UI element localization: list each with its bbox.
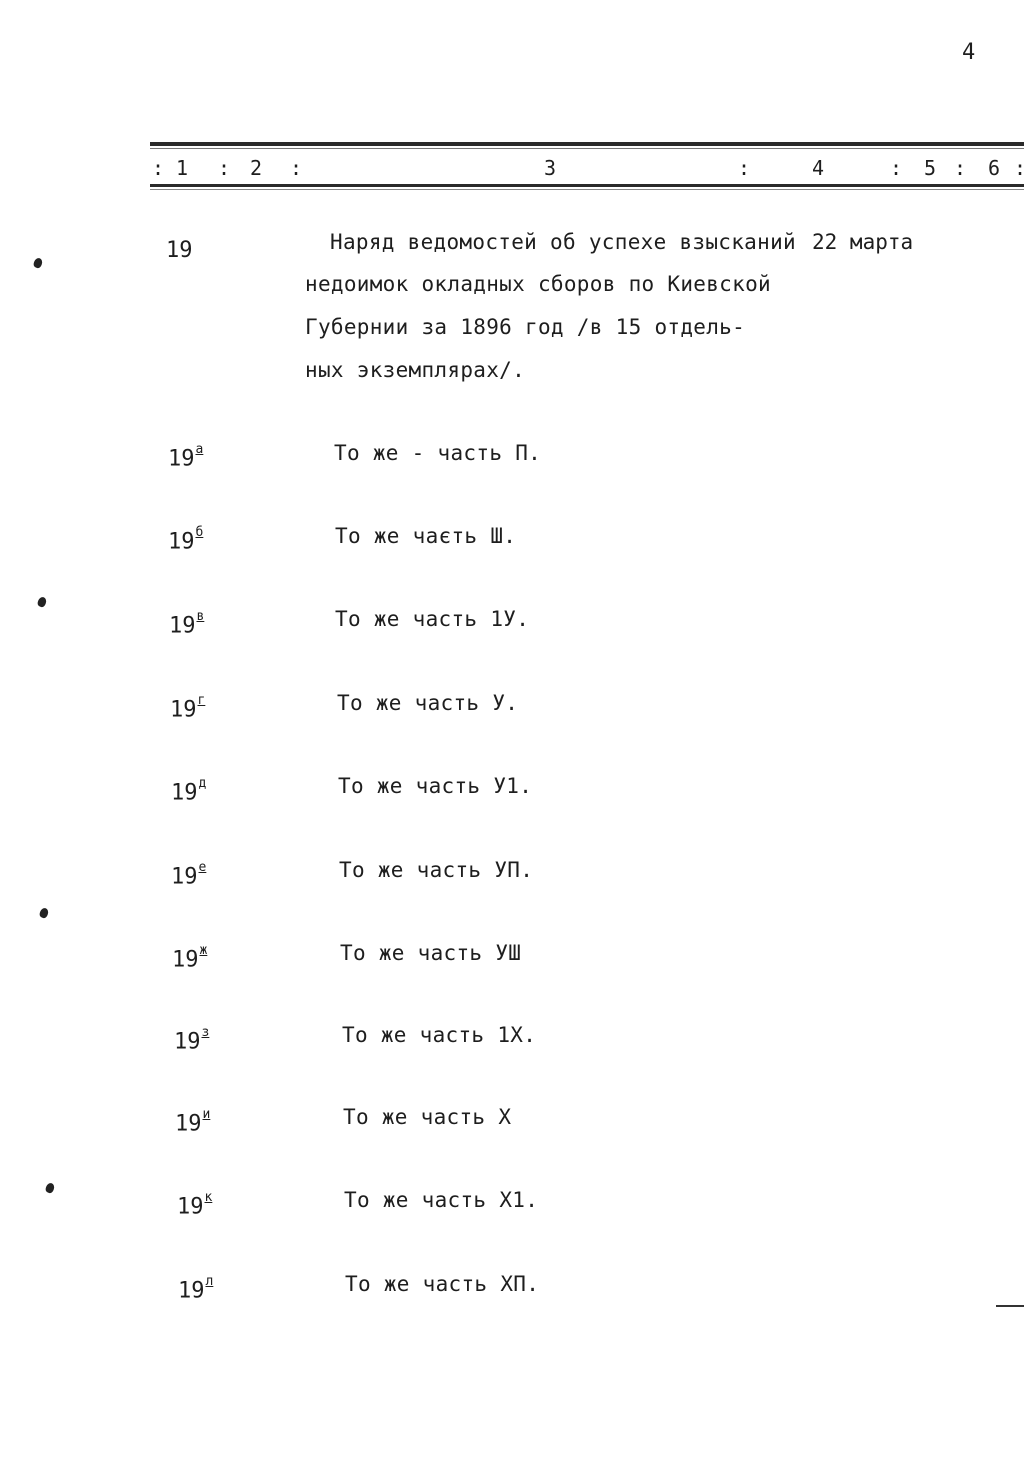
column-separator: :	[1014, 156, 1026, 180]
column-separator: :	[218, 156, 231, 180]
entry-number: $19^д$	[171, 776, 207, 806]
punch-mark	[37, 596, 48, 608]
entry-text-line: То же чаєть Ш.	[335, 524, 517, 548]
entry-text-line: Наряд ведомостей об успехе взысканий	[330, 230, 796, 254]
entry-number: $19^з$	[174, 1025, 210, 1055]
entry-number: $19^б$	[168, 525, 204, 555]
entry-suffix: е	[198, 860, 207, 875]
entry-suffix: ж	[199, 943, 208, 958]
column-header-5: 5	[924, 156, 937, 180]
entry-suffix: з	[201, 1025, 210, 1040]
entry-suffix: и	[202, 1107, 211, 1122]
column-separator: :	[954, 156, 967, 180]
column-header-6: 6	[988, 156, 1001, 180]
entry-text-line: То же часть 1Х.	[342, 1023, 537, 1047]
entry-text-line: ных экземплярах/.	[305, 358, 526, 382]
entry-text-line: То же часть Х1.	[344, 1188, 539, 1212]
column-header-1: 1	[176, 156, 189, 180]
entry-number: $19^и$	[175, 1107, 211, 1137]
entry-text-line: То же часть У.	[337, 691, 519, 715]
entry-suffix: л	[205, 1274, 214, 1289]
entry-text-line: Губернии за 1896 год /в 15 отдель-	[305, 315, 746, 339]
column-header-2: 2	[250, 156, 263, 180]
header-rule-top	[150, 142, 1024, 146]
entry-suffix: а	[195, 442, 204, 457]
column-separator: :	[290, 156, 303, 180]
entry-number: $19^е$	[171, 860, 207, 890]
entry-text-line: То же часть УШ	[340, 941, 522, 965]
column-separator: :	[152, 156, 165, 180]
entry-date: 22 марта	[812, 230, 914, 254]
column-separator: :	[738, 156, 751, 180]
entry-number: 19	[166, 238, 193, 263]
punch-mark	[45, 1182, 56, 1194]
entry-suffix: к	[204, 1190, 213, 1205]
entry-text-line: То же часть УП.	[339, 858, 534, 882]
punch-mark	[39, 907, 50, 919]
entry-suffix: в	[196, 609, 205, 624]
entry-suffix: г	[197, 693, 206, 708]
column-header-3: 3	[544, 156, 557, 180]
entry-text-line: То же часть Х	[343, 1105, 512, 1129]
column-header-4: 4	[812, 156, 825, 180]
entry-number: $19^л$	[178, 1274, 214, 1304]
entry-text-line: То же часть У1.	[338, 774, 533, 798]
entry-text-line: То же часть ХП.	[345, 1272, 540, 1296]
header-rule-bottom-thin	[150, 189, 1024, 190]
column-separator: :	[890, 156, 903, 180]
entry-number: $19^в$	[169, 609, 205, 639]
header-rule-bottom	[150, 184, 1024, 187]
header-rule-top-thin	[150, 148, 1024, 149]
entry-number: $19^ж$	[172, 943, 208, 973]
entry-suffix: б	[195, 525, 204, 540]
entry-text-line: То же часть 1У.	[335, 607, 530, 631]
edge-dash	[996, 1305, 1024, 1307]
page-number: 4	[962, 40, 976, 65]
entry-number: $19^г$	[170, 693, 206, 723]
entry-text-line: То же - часть П.	[334, 441, 542, 465]
entry-suffix: д	[198, 776, 207, 791]
entry-number: $19^к$	[177, 1190, 213, 1220]
entry-text-line: недоимок окладных сборов по Киевской	[305, 272, 771, 296]
entry-number: $19^а$	[168, 442, 204, 472]
punch-mark	[33, 257, 44, 269]
